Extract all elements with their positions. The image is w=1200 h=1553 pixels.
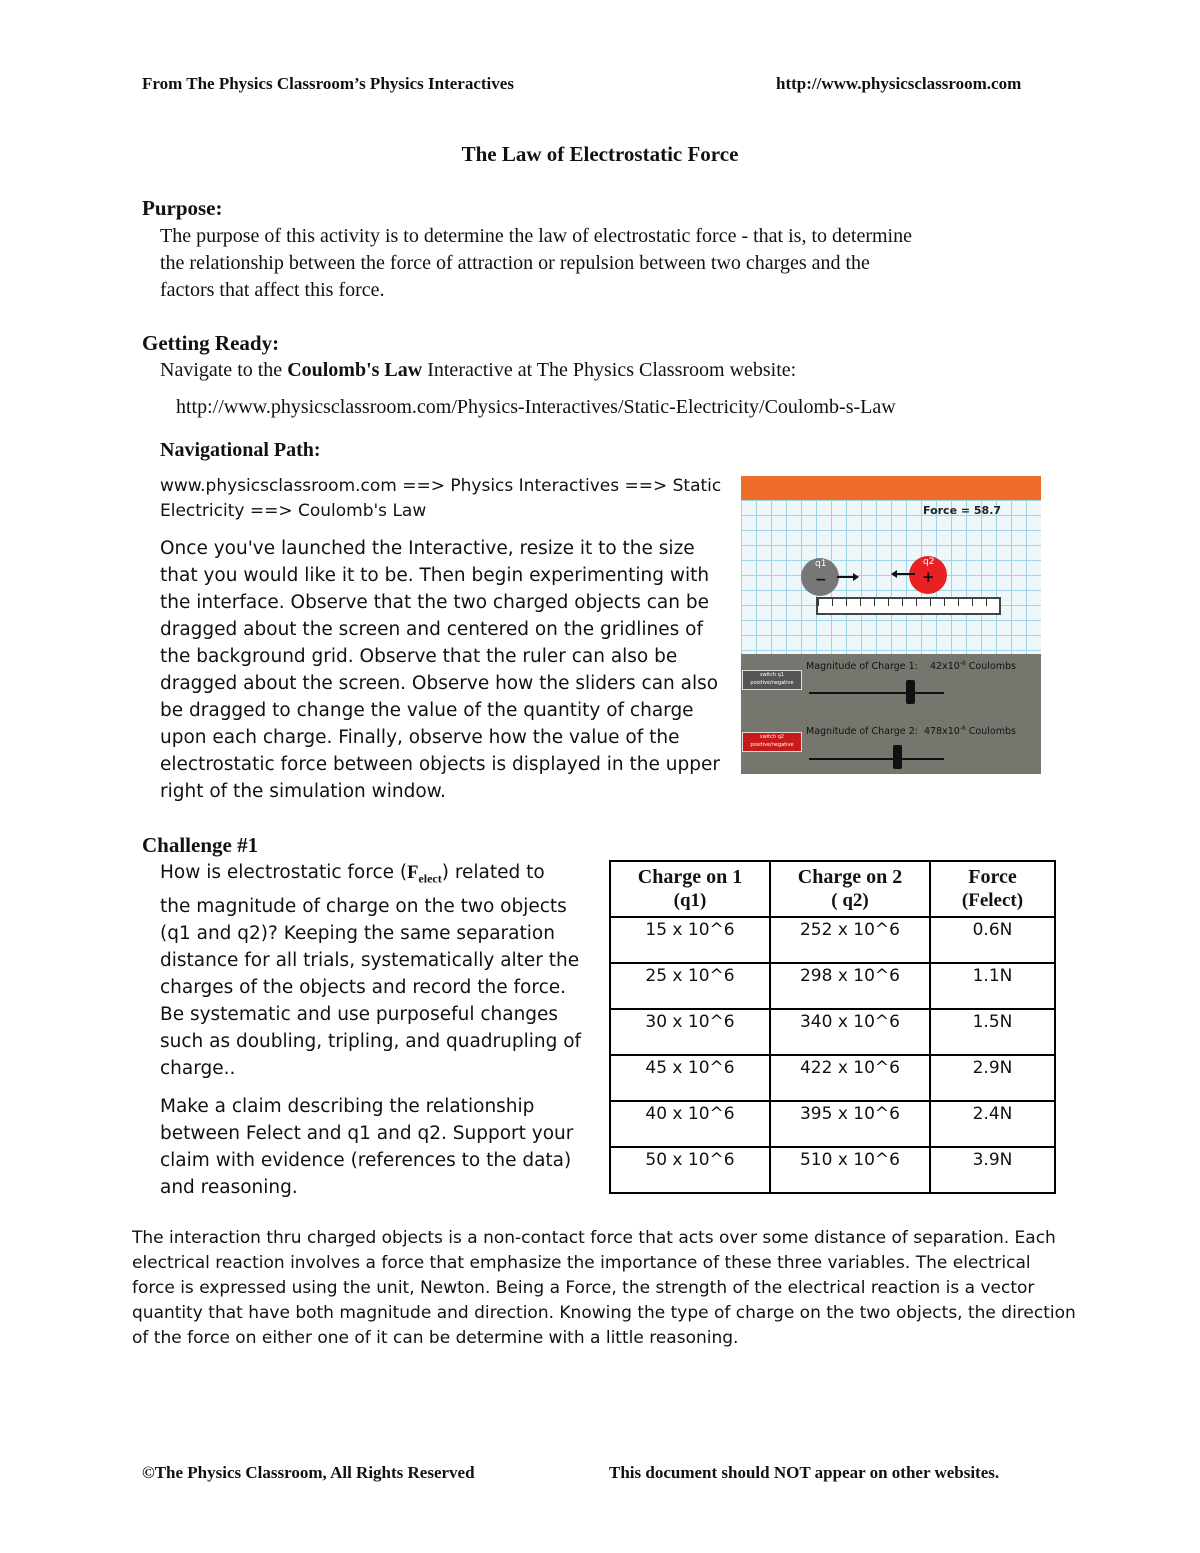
page-title: The Law of Electrostatic Force <box>461 142 739 166</box>
challenge-line <box>160 859 600 893</box>
table-cell: 395 x 10^6 <box>770 1101 930 1147</box>
switch-q1-button: switch q1 positive/negative <box>742 670 802 690</box>
table-cell: 45 x 10^6 <box>610 1055 770 1101</box>
purpose-line: The purpose of this activity is to determine the law of electrostatic force - that is, to determine <box>160 225 912 247</box>
table-cell: 1.5N <box>930 1009 1055 1055</box>
challenge-line: Be systematic and use purposeful changes <box>160 1003 559 1025</box>
launch-line: right of the simulation window. <box>160 781 446 802</box>
slider-2-track <box>809 758 944 760</box>
claim-instructions <box>160 1093 600 1201</box>
purpose-heading: Purpose: <box>142 196 223 220</box>
magnitude-2-exponent: -6 <box>959 725 966 732</box>
table-cell: 0.6N <box>930 917 1055 963</box>
claim-line: Make a claim describing the relationship <box>160 1096 535 1117</box>
launch-line: dragged about the screen and centered on the gridlines of <box>160 619 703 640</box>
challenge-heading: Challenge #1 <box>142 833 259 857</box>
f-subscript: elect <box>418 871 442 886</box>
table-cell: 40 x 10^6 <box>610 1101 770 1147</box>
navigate-suffix: Interactive at The Physics Classroom website: <box>422 359 797 381</box>
nav-path-line: Electricity ==> Coulomb's Law <box>160 501 427 521</box>
claim-line: claim with evidence (references to the data) <box>160 1150 572 1171</box>
data-table <box>609 860 1056 1194</box>
arrowhead-left-icon <box>891 570 897 578</box>
table-cell: 3.9N <box>930 1147 1055 1193</box>
magnitude-2-label <box>806 725 1016 737</box>
navigate-prefix: Navigate to the <box>160 359 288 381</box>
force-arrow-left-icon <box>895 573 915 575</box>
slider-1-knob <box>906 680 915 704</box>
challenge-line: such as doubling, tripling, and quadrupling of <box>160 1030 582 1052</box>
header-charge-2 <box>770 861 930 917</box>
table-header-row <box>610 861 1055 917</box>
q-line-end: ) related to <box>441 862 545 883</box>
launch-line: dragged about the screen. Observe how the sliders can also <box>160 673 719 694</box>
challenge-question <box>160 859 600 1082</box>
f-symbol: F <box>407 863 419 883</box>
table-row <box>610 963 1055 1009</box>
launch-instructions <box>160 535 730 805</box>
navigate-instruction <box>160 357 796 384</box>
table-cell: 1.1N <box>930 963 1055 1009</box>
table-row <box>610 917 1055 963</box>
magnitude-1-text: Magnitude of Charge 1: <box>806 661 918 673</box>
table-cell: 510 x 10^6 <box>770 1147 930 1193</box>
q2-label: q2 <box>923 557 935 567</box>
header-line: ( q2) <box>831 890 869 911</box>
slider-1-track <box>809 692 944 694</box>
slider-2-knob <box>893 745 902 769</box>
plus-sign-icon: + <box>922 568 935 586</box>
challenge-line: the magnitude of charge on the two objects <box>160 895 567 917</box>
getting-ready-heading: Getting Ready: <box>142 331 280 355</box>
table-cell: 252 x 10^6 <box>770 917 930 963</box>
launch-line: the background grid. Observe that the ruler can also be <box>160 646 678 667</box>
header-line: (Felect) <box>961 890 1024 911</box>
purpose-line: the relationship between the force of attraction or repulsion between two charges and the <box>160 252 870 274</box>
launch-line: that you would like it to be. Then begin experimenting with <box>160 565 710 586</box>
challenge-line: (q1 and q2)? Keeping the same separation <box>160 922 555 944</box>
simulation-screenshot <box>741 476 1041 774</box>
launch-line: be dragged to change the value of the quantity of charge <box>160 700 694 721</box>
answer-line: force is expressed using the unit, Newton. Being a Force, the strength of the electrical reaction is a vector <box>132 1278 1035 1298</box>
table-cell: 2.9N <box>930 1055 1055 1101</box>
magnitude-1-exponent: -6 <box>959 660 966 667</box>
nav-path-heading: Navigational Path: <box>160 439 321 461</box>
magnitude-1-unit: Coulombs <box>965 661 1016 673</box>
purpose-line: factors that affect this force. <box>160 279 385 301</box>
footer-copyright: ©The Physics Classroom, All Rights Reserved <box>142 1463 475 1482</box>
table-cell: 2.4N <box>930 1101 1055 1147</box>
answer-line: electrical reaction involves a force that emphasize the importance of these three variables. The electrical <box>132 1253 1031 1273</box>
header-line: (q1) <box>673 890 707 911</box>
table-row <box>610 1101 1055 1147</box>
answer-line: quantity that have both magnitude and direction. Knowing the type of charge on the two objects, the direction <box>132 1303 1076 1323</box>
magnitude-2-unit: Coulombs <box>965 726 1016 738</box>
header-line: Charge on 2 <box>797 866 903 888</box>
footer-notice: This document should NOT appear on other websites. <box>609 1463 1000 1482</box>
q1-label: q1 <box>815 559 827 569</box>
q-line-start: How is electrostatic force ( <box>160 862 408 883</box>
magnitude-1-label <box>806 660 1016 672</box>
interactive-name: Coulomb's Law <box>287 359 423 381</box>
magnitude-2-text: Magnitude of Charge 2: <box>806 726 918 738</box>
arrowhead-right-icon <box>853 573 859 581</box>
answer-line: of the force on either one of it can be determine with a little reasoning. <box>132 1328 739 1348</box>
magnitude-2-value: 478x10 <box>923 726 960 738</box>
table-cell: 50 x 10^6 <box>610 1147 770 1193</box>
claim-line: and reasoning. <box>160 1177 298 1198</box>
table-cell: 30 x 10^6 <box>610 1009 770 1055</box>
student-answer <box>132 1226 1092 1351</box>
ruler <box>816 597 1001 615</box>
magnitude-1-value: 42x10 <box>929 661 960 673</box>
header-line: Force <box>968 866 1017 888</box>
table-cell: 340 x 10^6 <box>770 1009 930 1055</box>
table-cell: 15 x 10^6 <box>610 917 770 963</box>
launch-line: upon each charge. Finally, observe how the value of the <box>160 727 680 748</box>
launch-line: the interface. Observe that the two charged objects can be <box>160 592 709 613</box>
challenge-line: charges of the objects and record the force. <box>160 976 567 998</box>
answer-line: The interaction thru charged objects is a non-contact force that acts over some distance of separation. Each <box>132 1228 1056 1248</box>
table-row <box>610 1055 1055 1101</box>
header-url: http://www.physicsclassroom.com <box>776 74 1022 93</box>
table-cell: 422 x 10^6 <box>770 1055 930 1101</box>
header-line: Charge on 1 <box>637 866 743 888</box>
force-readout: Force = 58.7 <box>923 504 1002 517</box>
minus-sign-icon: − <box>815 572 827 588</box>
nav-path-text <box>160 474 721 524</box>
sim-title-bar <box>741 476 1041 500</box>
header-force <box>930 861 1055 917</box>
challenge-line: charge.. <box>160 1057 236 1079</box>
launch-line: electrostatic force between objects is displayed in the upper <box>160 754 720 775</box>
table-cell: 25 x 10^6 <box>610 963 770 1009</box>
table-cell: 298 x 10^6 <box>770 963 930 1009</box>
challenge-line: distance for all trials, systematically alter the <box>160 949 580 971</box>
table-row <box>610 1147 1055 1193</box>
launch-line: Once you've launched the Interactive, resize it to the size <box>160 538 695 559</box>
purpose-text <box>160 223 1080 304</box>
header-charge-1 <box>610 861 770 917</box>
interactive-url-link[interactable]: http://www.physicsclassroom.com/Physics-Interactives/Static-Electricity/Coulomb-s-Law <box>176 396 896 418</box>
switch-q2-button: switch q2 positive/negative <box>742 732 802 752</box>
nav-path-line: www.physicsclassroom.com ==> Physics Interactives ==> Static <box>160 476 722 496</box>
header-source: From The Physics Classroom’s Physics Interactives <box>142 74 514 93</box>
table-row <box>610 1009 1055 1055</box>
claim-line: between Felect and q1 and q2. Support your <box>160 1123 574 1144</box>
